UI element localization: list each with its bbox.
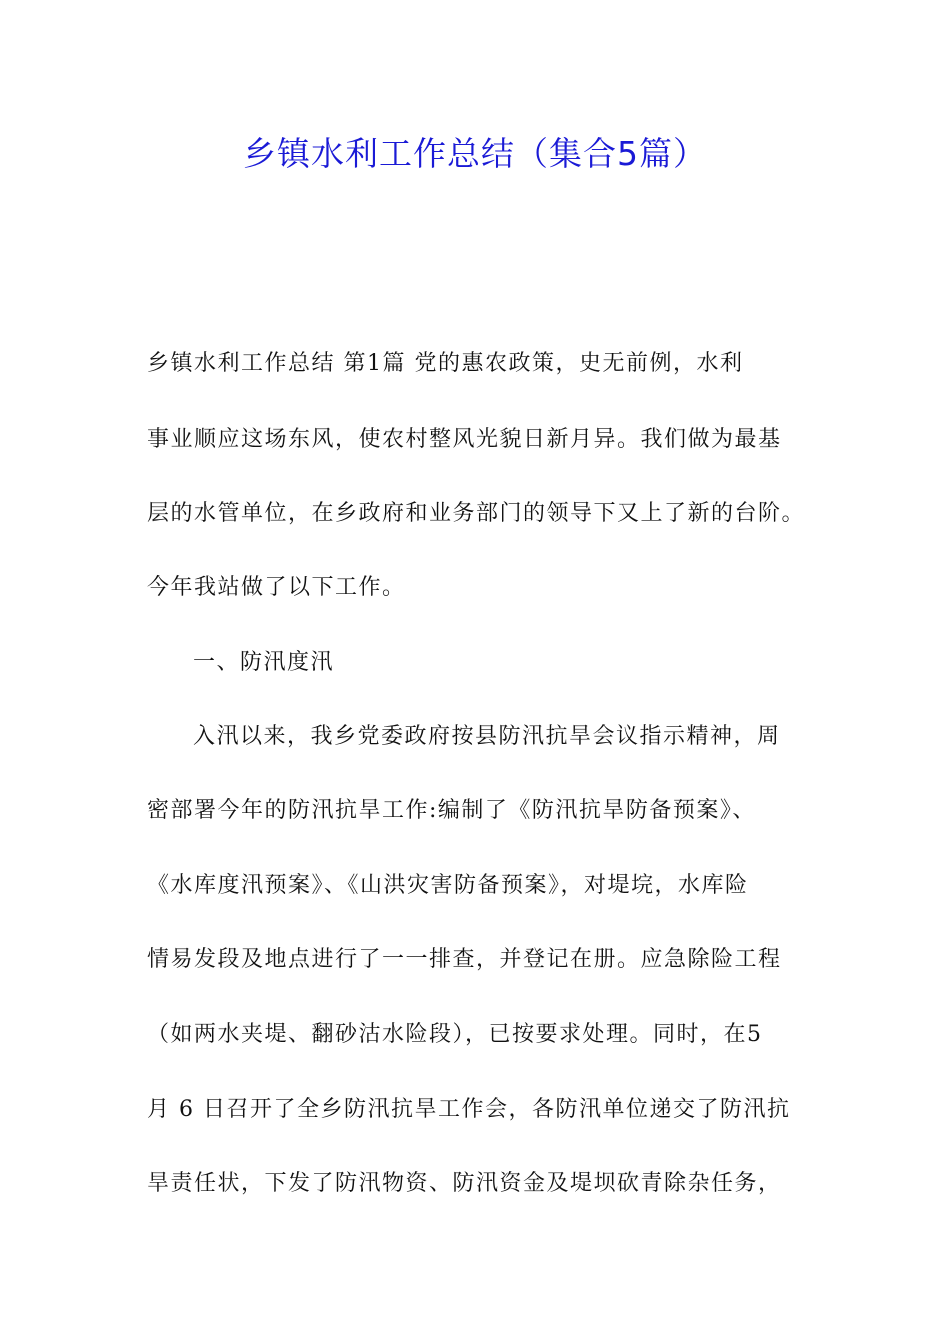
paragraph-line: 今年我站做了以下工作。 — [147, 575, 406, 600]
paragraph-line: 层的水管单位，在乡政府和业务部门的领导下又上了新的台阶。 — [147, 501, 806, 526]
paragraph-line: 情易发段及地点进行了一一排查，并登记在册。应急除险工程 — [147, 947, 782, 972]
paragraph-line: 《水库度汛预案》、《山洪灾害防备预案》，对堤垸，水库险 — [147, 873, 749, 898]
document-title: 乡镇水利工作总结（集合5篇） — [243, 134, 707, 173]
paragraph-line: 旱责任状，下发了防汛物资、防汛资金及堤坝砍青除杂任务， — [147, 1171, 782, 1196]
paragraph-line: （如两水夹堤、翻砂沽水险段），已按要求处理。同时，在5 — [147, 1022, 763, 1047]
paragraph-line: 密部署今年的防汛抗旱工作:编制了《防汛抗旱防备预案》、 — [147, 798, 756, 823]
section-heading: 一、防汛度汛 — [193, 650, 335, 675]
paragraph-line: 事业顺应这场东风，使农村整风光貌日新月异。我们做为最基 — [147, 427, 782, 452]
paragraph-line: 月 6 日召开了全乡防汛抗旱工作会，各防汛单位递交了防汛抗 — [147, 1097, 791, 1122]
paragraph-line: 入汛以来，我乡党委政府按县防汛抗旱会议指示精神，周 — [193, 724, 781, 749]
paragraph-line: 乡镇水利工作总结 第1篇 党的惠农政策，史无前例，水利 — [147, 351, 744, 376]
